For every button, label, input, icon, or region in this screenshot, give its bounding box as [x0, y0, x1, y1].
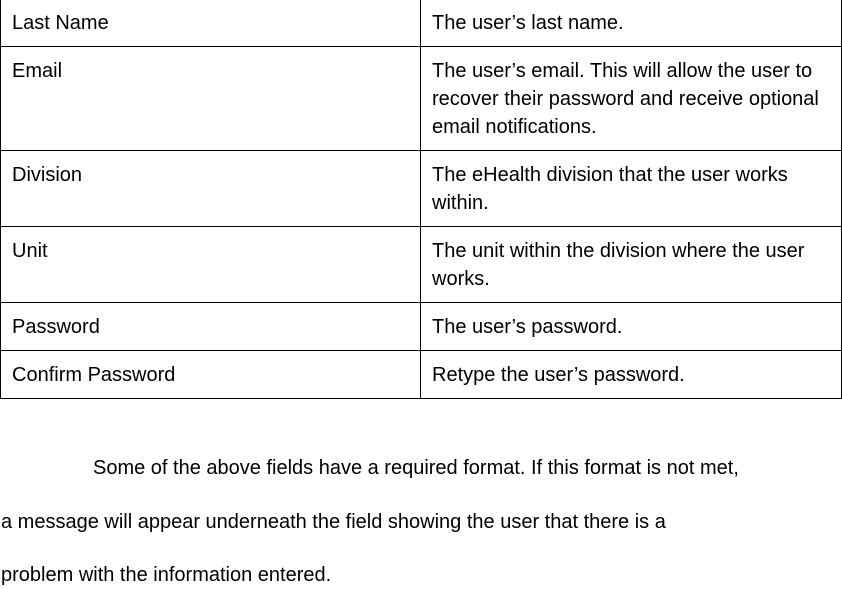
field-name-cell: Unit	[1, 227, 421, 303]
field-name-cell: Confirm Password	[1, 351, 421, 399]
field-description-cell: The unit within the division where the user works.	[421, 227, 842, 303]
table-row	[1, 303, 842, 351]
field-name-cell: Email	[1, 47, 421, 151]
field-name-cell: Last Name	[1, 0, 421, 47]
table-row	[1, 151, 842, 227]
table-row	[1, 227, 842, 303]
table-row	[1, 0, 842, 47]
paragraph-line: Some of the above fields have a required format. If this format is not met,	[93, 457, 739, 479]
field-description-cell: Retype the user’s password.	[421, 351, 842, 399]
table-row	[1, 47, 842, 151]
table-row	[1, 351, 842, 399]
field-description-cell: The user’s last name.	[421, 0, 842, 47]
field-name-cell: Division	[1, 151, 421, 227]
field-name-cell: Password	[1, 303, 421, 351]
field-description-cell: The user’s password.	[421, 303, 842, 351]
field-description-cell: The user’s email. This will allow the user to recover their password and receive optional email notifications.	[421, 47, 842, 151]
paragraph-line: problem with the information entered.	[1, 564, 332, 586]
field-description-cell: The eHealth division that the user works within.	[421, 151, 842, 227]
paragraph-line: a message will appear underneath the field showing the user that there is a	[1, 511, 666, 533]
